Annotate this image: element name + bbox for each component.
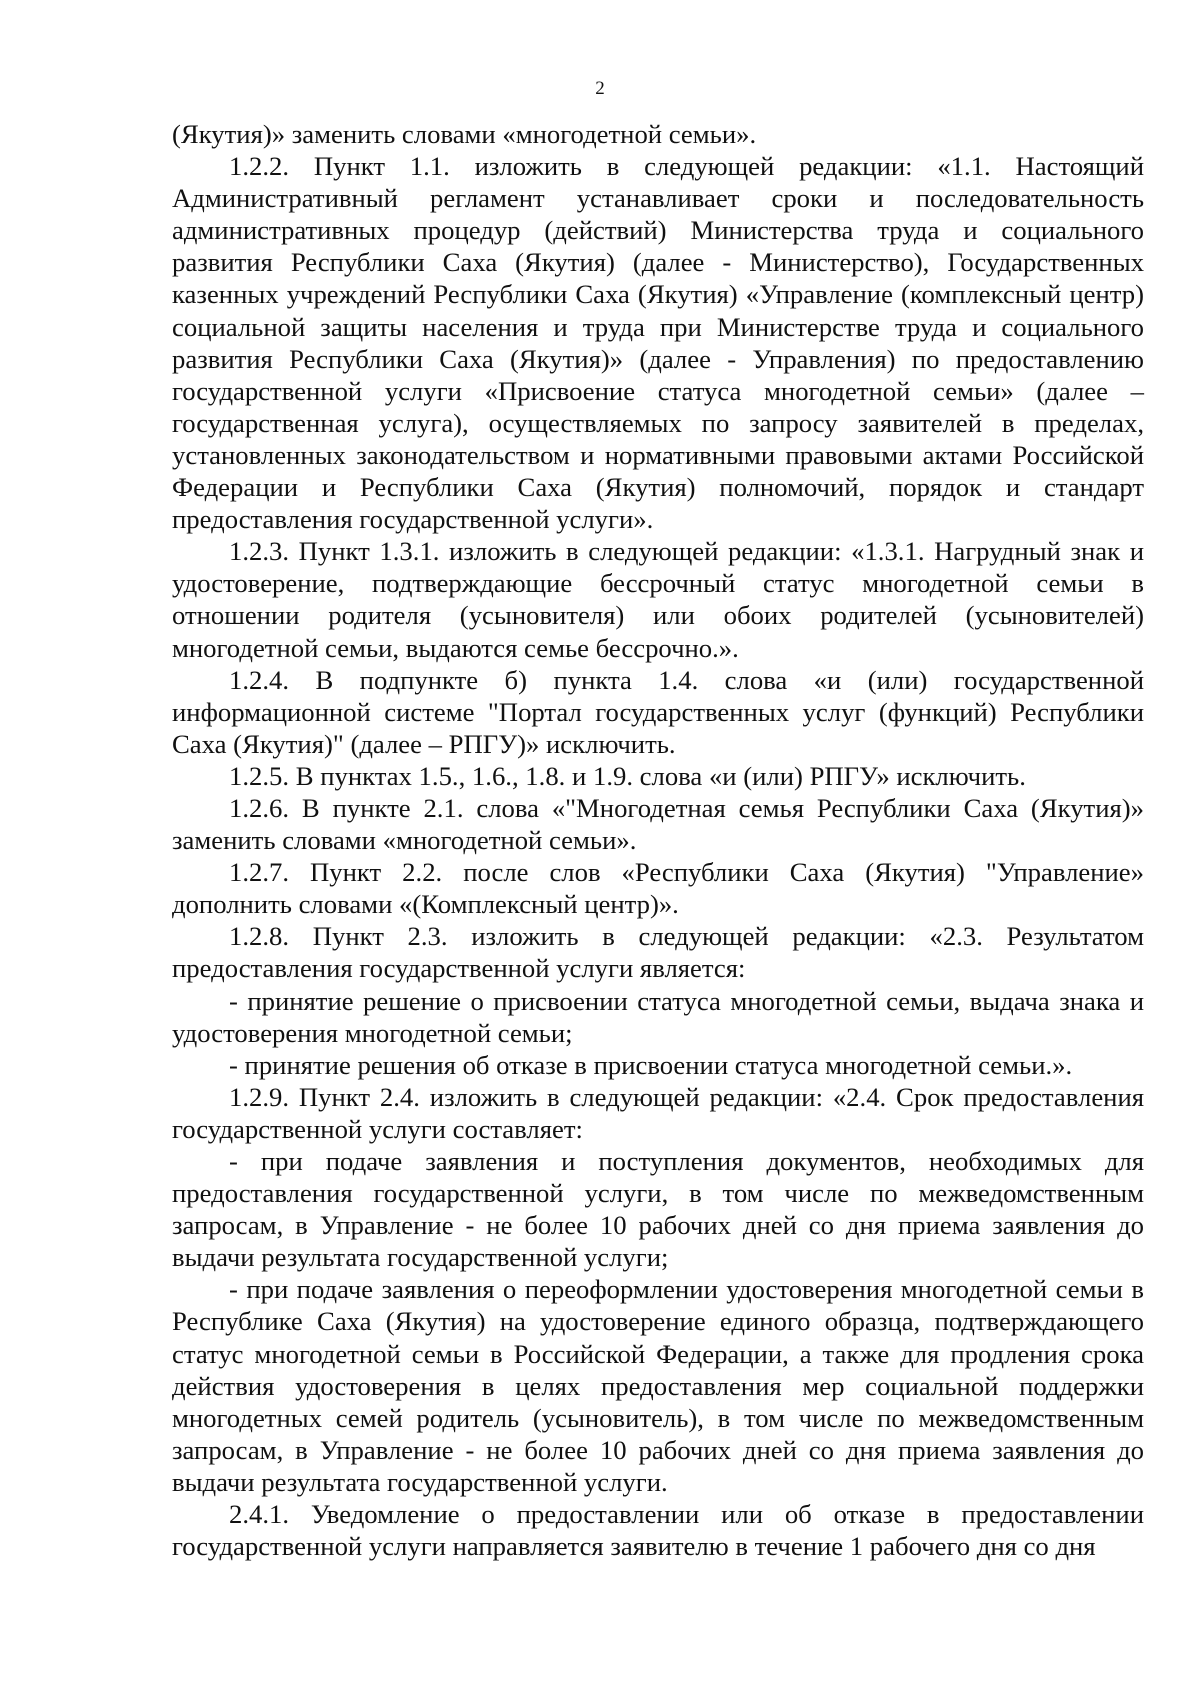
paragraph: (Якутия)» заменить словами «многодетной семьи». — [172, 119, 757, 149]
paragraph: - принятие решения об отказе в присвоении статуса многодетной семьи.». — [229, 1049, 1073, 1080]
paragraph: 1.2.8. Пункт 2.3. изложить в следующей редакции: «2.3. Результатом предоставления государственной услуги является: — [172, 921, 1144, 984]
paragraph: - принятие решение о присвоении статуса многодетной семьи, выдача знака и удостоверения многодетной семьи; — [172, 985, 1144, 1048]
paragraph: 1.2.6. В пункте 2.1. слова «"Многодетная семья Республики Саха (Якутия)» заменить словами «многодетной семьи». — [172, 792, 1144, 856]
paragraph: - при подаче заявления и поступления документов, необходимых для предоставления государственной услуги, в том числе по межведомственным запросам, в Управление - не более 10 рабочих дней со дня приема заявления до выдачи результата государственной услуги; — [172, 1146, 1144, 1273]
page-number: 2 — [595, 78, 605, 99]
paragraph: 1.2.5. В пунктах 1.5., 1.6., 1.8. и 1.9. слова «и (или) РПГУ» исключить. — [229, 760, 1026, 791]
paragraph: 1.2.3. Пункт 1.3.1. изложить в следующей редакции: «1.3.1. Нагрудный знак и удостоверение, подтверждающие бессрочный статус многодетной семьи в отношении родителя (усыновителя) или обоих родителей (усыновителей) многодетной семьи, выдаются семье бессрочно.». — [172, 536, 1144, 663]
paragraph: 2.4.1. Уведомление о предоставлении или об отказе в предоставлении государственной услуги направляется заявителю в течение 1 рабочего дня со дня — [172, 1499, 1144, 1562]
document-body — [172, 118, 1144, 1562]
paragraph: 1.2.4. В подпункте б) пункта 1.4. слова «и (или) государственной информационной системе "Портал государственных услуг (функций) Республики Саха (Якутия)" (далее – РПГУ)» исключить. — [172, 664, 1144, 759]
paragraph: - при подаче заявления о переоформлении удостоверения многодетной семьи в Республике Саха (Якутия) на удостоверение единого образца, подтверждающего статус многодетной семьи в Российской Федерации, а также для продления срока действия удостоверения в целях предоставления мер социальной поддержки многодетных семей родитель (усыновитель), в том числе по межведомственным запросам, в Управление - не более 10 рабочих дней со дня приема заявления до выдачи результата государственной услуги. — [172, 1274, 1144, 1497]
paragraph: 1.2.9. Пункт 2.4. изложить в следующей редакции: «2.4. Срок предоставления государственной услуги составляет: — [172, 1081, 1144, 1144]
paragraph: 1.2.2. Пункт 1.1. изложить в следующей редакции: «1.1. Настоящий Административный регламент устанавливает сроки и последовательность административных процедур (действий) Министерства труда и социального развития Республики Саха (Якутия) (далее - Министерство), Государственных казенных учреждений Республики Саха (Якутия) «Управление (комплексный центр) социальной защиты населения и труда при Министерстве труда и социального развития Республики Саха (Якутия)» (далее - Управления) по предоставлению государственной услуги «Присвоение статуса многодетной семьи» (далее – государственная услуга), осуществляемых по запросу заявителей в пределах, установленных законодательством и нормативными правовыми актами Российской Федерации и Республики Саха (Якутия) полномочий, порядок и стандарт предоставления государственной услуги». — [172, 151, 1144, 535]
paragraph: 1.2.7. Пункт 2.2. после слов «Республики Саха (Якутия) "Управление» дополнить словами «(Комплексный центр)». — [172, 857, 1144, 920]
